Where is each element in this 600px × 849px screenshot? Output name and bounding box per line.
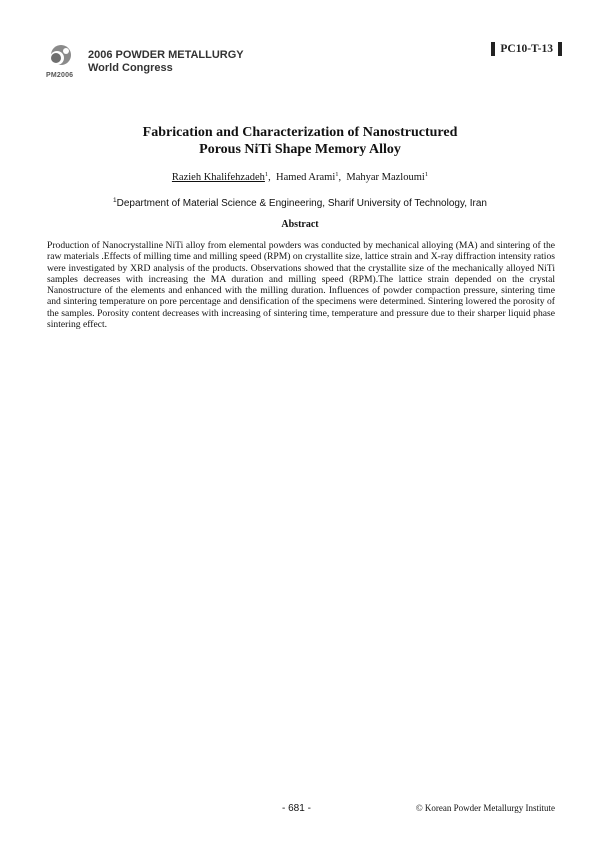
author-affiliation-mark: 1 [264, 171, 269, 178]
author-name: Hamed Arami [276, 172, 336, 183]
pm2006-logo-mark [44, 43, 74, 73]
affiliation-text: Department of Material Science & Engineering, Sharif University of Technology, Iran [116, 198, 487, 209]
author-list [0, 168, 600, 185]
author-3 [346, 172, 428, 183]
abstract-body: Production of Nanocrystalline NiTi alloy from elemental powders was conducted by mechanical alloying (MA) and sintering of the raw materials .Effects of milling time and milling speed (RPM) on crystallite size, lattice strain and X-ray diffraction intensity ratios were investigated by XRD analysis of the products. Observations showed that the crystallite size of the mechanically alloyed NiTi samples decreases with increasing the MA duration and milling speed (RPM).The lattice strain depended on the crystal Nanostructure of the elements and enhanced with the milling duration. Influences of powder compaction pressure, sintering time and sintering temperature on pore percentage and densification of the specimens were determined. Sintering lowered the porosity of the samples. Porosity content decreases with increasing of sintering time, temperature and pressure due to their sharper liquid phase sintering effect. [47, 240, 555, 331]
title-line-1: Fabrication and Characterization of Nanostructured [142, 125, 458, 140]
author-name: Mahyar Mazloumi [346, 172, 425, 183]
author-name: Razieh Khalifehzadeh [171, 172, 265, 183]
paper-code: PC10-T-13 [491, 42, 562, 56]
author-affiliation-mark: 1 [335, 171, 339, 178]
author-affiliation-mark: 1 [424, 171, 429, 178]
logo-caption: PM2006 [46, 72, 74, 79]
title-line-2: Porous NiTi Shape Memory Alloy [199, 142, 401, 157]
author-1: Razieh Khalifehzadeh$^1$, [171, 171, 277, 183]
author-2: Hamed Arami$^1$, [276, 171, 347, 183]
page-number: - 681 - [282, 803, 311, 814]
pm2006-logo [44, 43, 78, 83]
congress-line-2: World Congress [88, 62, 173, 74]
congress-line-1: 2006 POWDER METALLURGY [88, 49, 244, 61]
copyright-notice: © Korean Powder Metallurgy Institute [415, 803, 555, 813]
affiliation-mark: 1 [113, 197, 117, 204]
abstract-heading: Abstract [281, 219, 319, 230]
affiliation [0, 194, 600, 210]
congress-name [88, 49, 244, 75]
paper-title [0, 124, 600, 158]
